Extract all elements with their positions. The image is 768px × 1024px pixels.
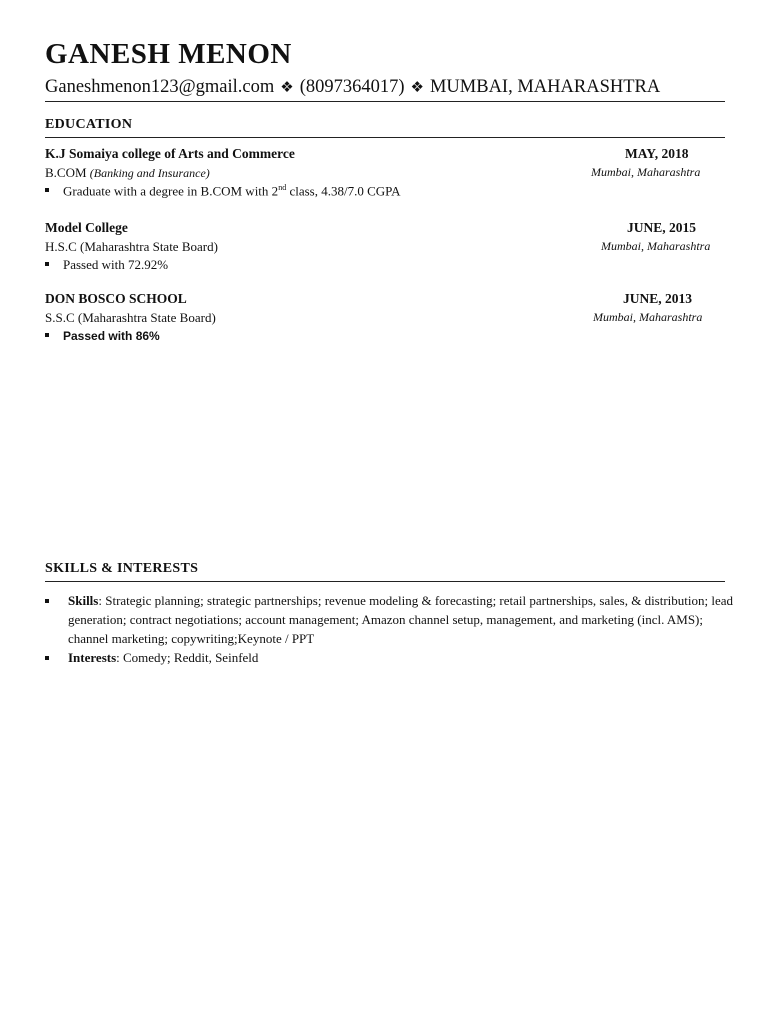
graduation-date: JUNE, 2013	[623, 291, 693, 306]
diamond-separator-icon: ❖	[410, 78, 424, 96]
skills-divider	[45, 581, 725, 582]
square-bullet-icon	[45, 599, 49, 603]
graduation-date: MAY, 2018	[625, 146, 689, 161]
education-divider	[45, 137, 725, 138]
diamond-separator-icon: ❖	[280, 78, 294, 96]
skills-heading: SKILLS & INTERESTS	[45, 561, 199, 576]
skills-label: Skills	[68, 593, 99, 608]
detail-text: Passed with 72.92%	[63, 257, 169, 272]
school-location: Mumbai, Maharashtra	[593, 310, 703, 324]
education-entry-1-detail	[45, 183, 401, 199]
degree-text: B.COM	[45, 165, 87, 180]
detail-text-suffix: class, 4.38/7.0 CGPA	[286, 183, 401, 199]
education-entry-3-degree	[45, 310, 725, 326]
square-bullet-icon	[45, 188, 49, 192]
contact-line	[45, 77, 660, 98]
degree-text: H.S.C (Maharashtra State Board)	[45, 239, 218, 254]
school-name: K.J Somaiya college of Arts and Commerce	[45, 146, 295, 161]
school-location: Mumbai, Maharashtra	[591, 165, 701, 179]
detail-text: Passed with 86%	[63, 329, 160, 343]
skills-list	[45, 591, 735, 667]
square-bullet-icon	[45, 262, 49, 266]
school-location: Mumbai, Maharashtra	[601, 239, 711, 253]
graduation-date: JUNE, 2015	[627, 220, 697, 235]
interests-text: : Comedy; Reddit, Seinfeld	[116, 650, 259, 665]
skills-item	[45, 591, 735, 648]
education-heading: EDUCATION	[45, 117, 133, 132]
education-entry-1-header	[45, 146, 725, 162]
education-entry-3-detail	[45, 328, 160, 344]
candidate-name: GANESH MENON	[45, 38, 292, 70]
phone-text: (8097364017)	[299, 77, 405, 97]
email-text: Ganeshmenon123@gmail.com	[45, 77, 275, 97]
square-bullet-icon	[45, 333, 49, 337]
school-name: Model College	[45, 220, 128, 235]
detail-superscript: nd	[278, 183, 287, 192]
square-bullet-icon	[45, 656, 49, 660]
location-text: MUMBAI, MAHARASHTRA	[429, 77, 661, 97]
education-entry-2-header	[45, 220, 725, 236]
skills-text: : Strategic planning; strategic partnerships; revenue modeling & forecasting; retail partnerships, sales, & distribution; lead generation; contract negotiations; account management; Amazon channel setup, management, and marketing (incl. AMS); channel marketing; copywriting;Keynote / PPT	[68, 593, 734, 646]
degree-text: S.S.C (Maharashtra State Board)	[45, 310, 216, 325]
specialization-text: (Banking and Insurance)	[89, 166, 210, 180]
education-entry-1-degree	[45, 165, 725, 181]
education-entry-2-degree	[45, 239, 725, 255]
interests-item	[45, 648, 735, 667]
school-name: DON BOSCO SCHOOL	[45, 291, 187, 306]
interests-label: Interests	[68, 650, 117, 665]
education-entry-3-header	[45, 291, 725, 307]
education-entry-2-detail	[45, 257, 168, 273]
detail-text: Graduate with a degree in B.COM with 2	[63, 183, 279, 199]
header-divider	[45, 101, 725, 102]
